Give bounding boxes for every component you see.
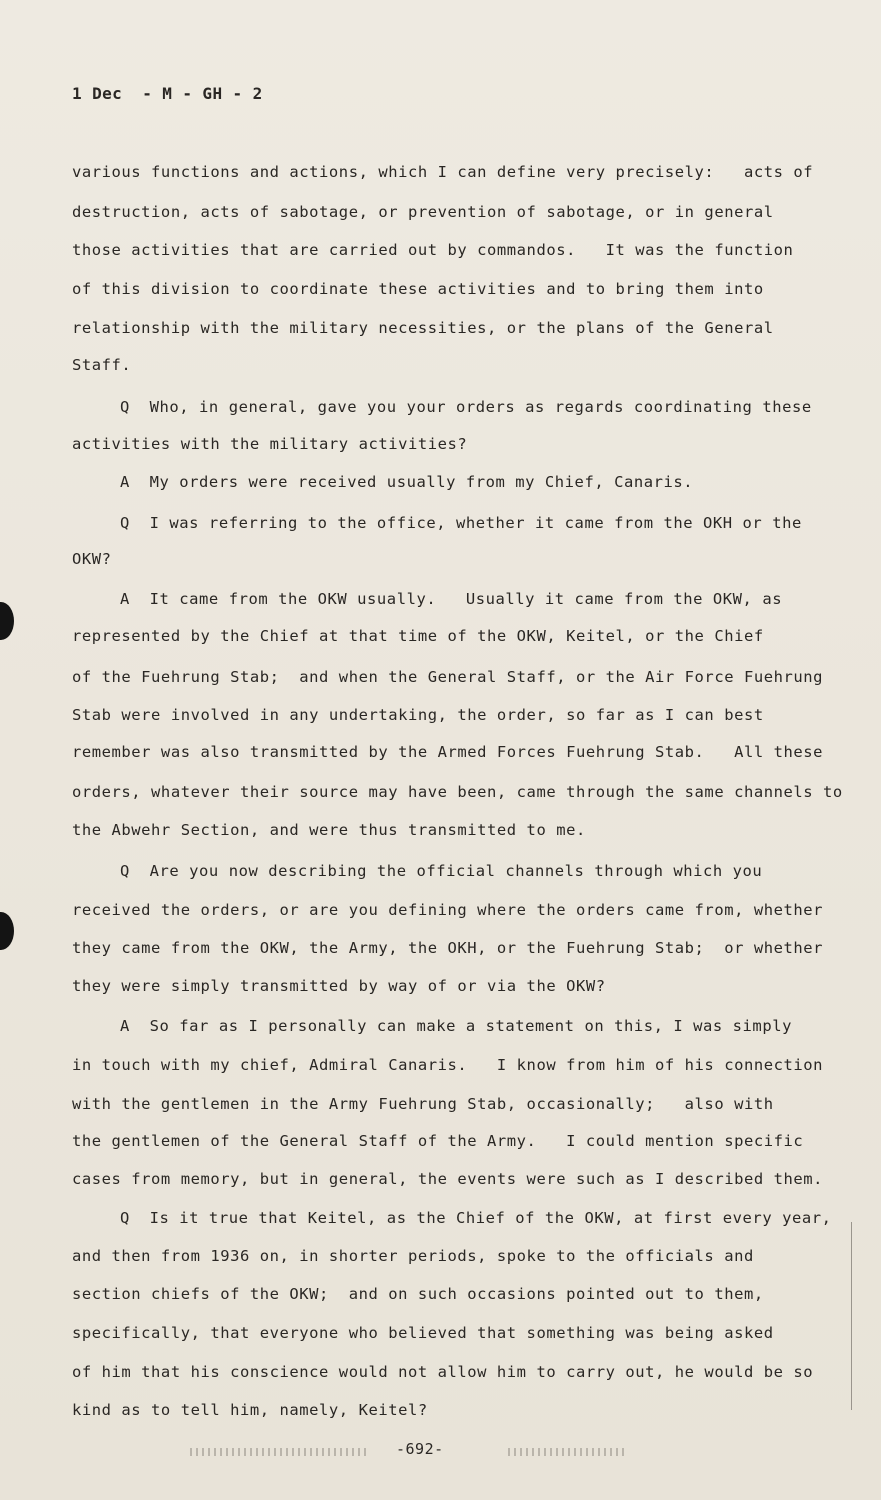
text-line: they were simply transmitted by way of or via the OKW? xyxy=(72,977,606,995)
text-line: those activities that are carried out by commandos. It was the function xyxy=(72,241,794,259)
text-line: kind as to tell him, namely, Keitel? xyxy=(72,1401,428,1419)
punch-hole-lower xyxy=(0,912,14,950)
question-line: Q Are you now describing the official channels through which you xyxy=(120,862,763,880)
text-line: destruction, acts of sabotage, or prevention of sabotage, or in general xyxy=(72,203,774,221)
text-line: activities with the military activities? xyxy=(72,435,468,453)
document-header: 1 Dec - M - GH - 2 xyxy=(72,84,263,103)
text-line: in touch with my chief, Admiral Canaris. I know from him of his connection xyxy=(72,1056,824,1074)
text-line: the gentlemen of the General Staff of the Army. I could mention specific xyxy=(72,1132,804,1150)
text-line: orders, whatever their source may have been, came through the same channels to xyxy=(72,783,843,801)
text-line: with the gentlemen in the Army Fuehrung Stab, occasionally; also with xyxy=(72,1095,774,1113)
question-line: Q Who, in general, gave you your orders as regards coordinating these xyxy=(120,398,812,416)
margin-rule xyxy=(851,1222,852,1410)
text-line: they came from the OKW, the Army, the OKH, or the Fuehrung Stab; or whether xyxy=(72,939,824,957)
text-line: remember was also transmitted by the Armed Forces Fuehrung Stab. All these xyxy=(72,743,824,761)
page-number: -692- xyxy=(396,1440,444,1458)
text-line: Stab were involved in any undertaking, the order, so far as I can best xyxy=(72,706,764,724)
text-line: of this division to coordinate these activities and to bring them into xyxy=(72,280,764,298)
answer-line: A It came from the OKW usually. Usually it came from the OKW, as xyxy=(120,590,783,608)
text-line: of the Fuehrung Stab; and when the General Staff, or the Air Force Fuehrung xyxy=(72,668,824,686)
answer-line: A My orders were received usually from my Chief, Canaris. xyxy=(120,473,694,491)
text-line: Staff. xyxy=(72,356,132,374)
text-line: OKW? xyxy=(72,550,112,568)
ink-smudge-left xyxy=(190,1448,370,1456)
answer-line: A So far as I personally can make a statement on this, I was simply xyxy=(120,1017,792,1035)
text-line: of him that his conscience would not allow him to carry out, he would be so xyxy=(72,1363,814,1381)
text-line: specifically, that everyone who believed that something was being asked xyxy=(72,1324,774,1342)
question-line: Q Is it true that Keitel, as the Chief of the OKW, at first every year, xyxy=(120,1209,832,1227)
punch-hole-upper xyxy=(0,602,14,640)
text-line: represented by the Chief at that time of the OKW, Keitel, or the Chief xyxy=(72,627,764,645)
text-line: relationship with the military necessities, or the plans of the General xyxy=(72,319,774,337)
text-line: cases from memory, but in general, the events were such as I described them. xyxy=(72,1170,824,1188)
question-line: Q I was referring to the office, whether it came from the OKH or the xyxy=(120,514,802,532)
text-line: received the orders, or are you defining where the orders came from, whether xyxy=(72,901,824,919)
text-line: the Abwehr Section, and were thus transmitted to me. xyxy=(72,821,586,839)
text-line: and then from 1936 on, in shorter periods, spoke to the officials and xyxy=(72,1247,754,1265)
text-line: various functions and actions, which I can define very precisely: acts of xyxy=(72,163,814,181)
text-line: section chiefs of the OKW; and on such occasions pointed out to them, xyxy=(72,1285,764,1303)
ink-smudge-right xyxy=(508,1448,626,1456)
